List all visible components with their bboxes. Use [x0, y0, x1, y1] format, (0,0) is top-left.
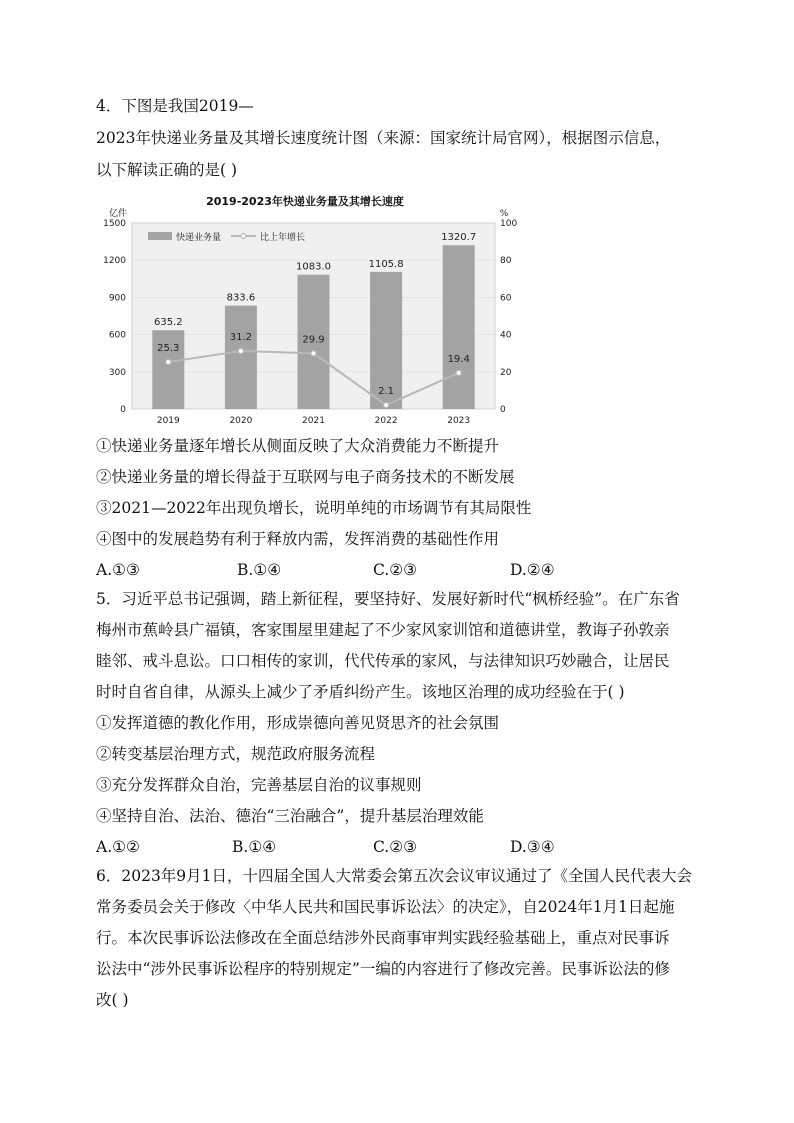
- bar-value-label: 1320.7: [441, 232, 477, 244]
- q4-stem-line-3: 以下解读正确的是( ): [96, 161, 238, 179]
- q5-choice-b[interactable]: B.①④: [232, 838, 277, 856]
- growth-point: [456, 370, 461, 375]
- y-right-tick-label: 60: [500, 293, 512, 304]
- bar-value-label: 635.2: [153, 317, 183, 329]
- y-left-tick-label: 600: [108, 330, 126, 341]
- q5-statement-4: ④坚持自治、法治、德治“三治融合”，提升基层治理效能: [96, 807, 484, 825]
- bar: [225, 306, 257, 409]
- growth-point: [311, 351, 316, 356]
- bar-value-label: 1083.0: [296, 261, 331, 273]
- q4-choice-c[interactable]: C.②③: [373, 561, 418, 579]
- express-delivery-chart: [96, 190, 518, 428]
- chart-title: 2019-2023年快递业务量及其增长速度: [206, 195, 404, 208]
- y-left-tick-label: 1200: [103, 256, 126, 267]
- q5-stem-line-3: 睦邻、戒斗息讼。口口相传的家训，代代传承的家风，与法律知识巧妙融合，让居民: [96, 652, 670, 670]
- q5-stem-line-1: 5．习近平总书记强调，踏上新征程，要坚持好、发展好新时代“枫桥经验”。在广东省: [96, 590, 680, 608]
- bar-value-label: 833.6: [226, 292, 256, 304]
- growth-point: [384, 402, 389, 407]
- y-right-tick-label: 20: [500, 367, 512, 378]
- y-left-tick-label: 0: [120, 405, 126, 415]
- legend-line-marker: [241, 234, 246, 239]
- legend-bar-label: 快递业务量: [176, 233, 222, 243]
- q4-statement-1: ①快递业务量逐年增长从侧面反映了大众消费能力不断提升: [96, 437, 500, 455]
- y-left-tick-label: 1500: [103, 219, 126, 229]
- q5-stem-line-2: 梅州市蕉岭县广福镇，客家围屋里建起了不少家风家训馆和道德讲堂，教诲子孙敦亲: [96, 621, 670, 639]
- growth-value-label: 25.3: [157, 342, 180, 354]
- q5-choice-d[interactable]: D.③④: [510, 838, 555, 856]
- growth-point: [166, 359, 171, 364]
- q6-stem-line-2: 常务委员会关于修改〈中华人民共和国民事诉讼法〉的决定》，自2024年1月1日起施: [96, 898, 675, 916]
- q4-statement-3: ③2021—2022年出现负增长，说明单纯的市场调节有其局限性: [96, 499, 532, 517]
- y-right-tick-label: 0: [500, 405, 506, 415]
- bar-value-label: 1105.8: [368, 258, 404, 270]
- y-left-tick-label: 900: [108, 293, 126, 304]
- q5-statement-1: ①发挥道德的教化作用，形成崇德向善见贤思齐的社会氛围: [96, 714, 500, 732]
- x-tick-label: 2022: [374, 416, 398, 426]
- q5-stem-line-4: 时时自省自律，从源头上减少了矛盾纠纷产生。该地区治理的成功经验在于( ): [96, 683, 625, 701]
- q5-statement-2: ②转变基层治理方式，规范政府服务流程: [96, 745, 376, 763]
- q4-statement-2: ②快递业务量的增长得益于互联网与电子商务技术的不断发展: [96, 468, 515, 486]
- x-tick-label: 2020: [229, 416, 253, 426]
- growth-value-label: 31.2: [229, 331, 253, 343]
- bar: [443, 245, 475, 409]
- q6-stem-line-3: 行。本次民事诉讼法修改在全面总结涉外民商事审判实践经验基础上，重点对民事诉: [96, 929, 670, 947]
- q4-choice-d[interactable]: D.②④: [510, 561, 555, 579]
- q6-stem-line-1: 6．2023年9月1日，十四届全国人大常委会第五次会议审议通过了《全国人民代表大会: [96, 867, 693, 885]
- q5-choice-a[interactable]: A.①②: [96, 838, 140, 856]
- y-right-tick-label: 40: [500, 330, 512, 341]
- y-right-tick-label: 80: [500, 256, 512, 267]
- q4-stem-line-1: 4．下图是我国2019—: [96, 97, 254, 115]
- q4-stem-line-2: 2023年快递业务量及其增长速度统计图（来源：国家统计局官网），根据图示信息，: [96, 129, 671, 147]
- q6-stem-line-4: 讼法中“涉外民事诉讼程序的特别规定”一编的内容进行了修改完善。民事诉讼法的修: [96, 960, 670, 978]
- legend-line-label: 比上年增长: [260, 233, 306, 243]
- y-right-unit: %: [499, 209, 509, 219]
- y-left-tick-label: 300: [108, 367, 126, 378]
- legend-bar-swatch: [148, 232, 172, 240]
- q5-choice-c[interactable]: C.②③: [373, 838, 418, 856]
- x-tick-label: 2023: [447, 416, 471, 426]
- q6-stem-line-5: 改( ): [96, 991, 129, 1009]
- q4-choice-b[interactable]: B.①④: [237, 561, 282, 579]
- growth-value-label: 19.4: [447, 353, 470, 365]
- q4-statement-4: ④图中的发展趋势有利于释放内需，发挥消费的基础性作用: [96, 530, 500, 548]
- x-tick-label: 2019: [156, 416, 180, 426]
- q4-choice-a[interactable]: A.①③: [96, 561, 140, 579]
- growth-value-label: 2.1: [378, 386, 395, 398]
- q5-statement-3: ③充分发挥群众自治，完善基层自治的议事规则: [96, 776, 422, 794]
- y-right-tick-label: 100: [500, 219, 518, 229]
- growth-value-label: 29.9: [302, 334, 325, 346]
- y-left-unit: 亿件: [108, 209, 128, 219]
- x-tick-label: 2021: [302, 416, 325, 426]
- growth-point: [238, 348, 243, 353]
